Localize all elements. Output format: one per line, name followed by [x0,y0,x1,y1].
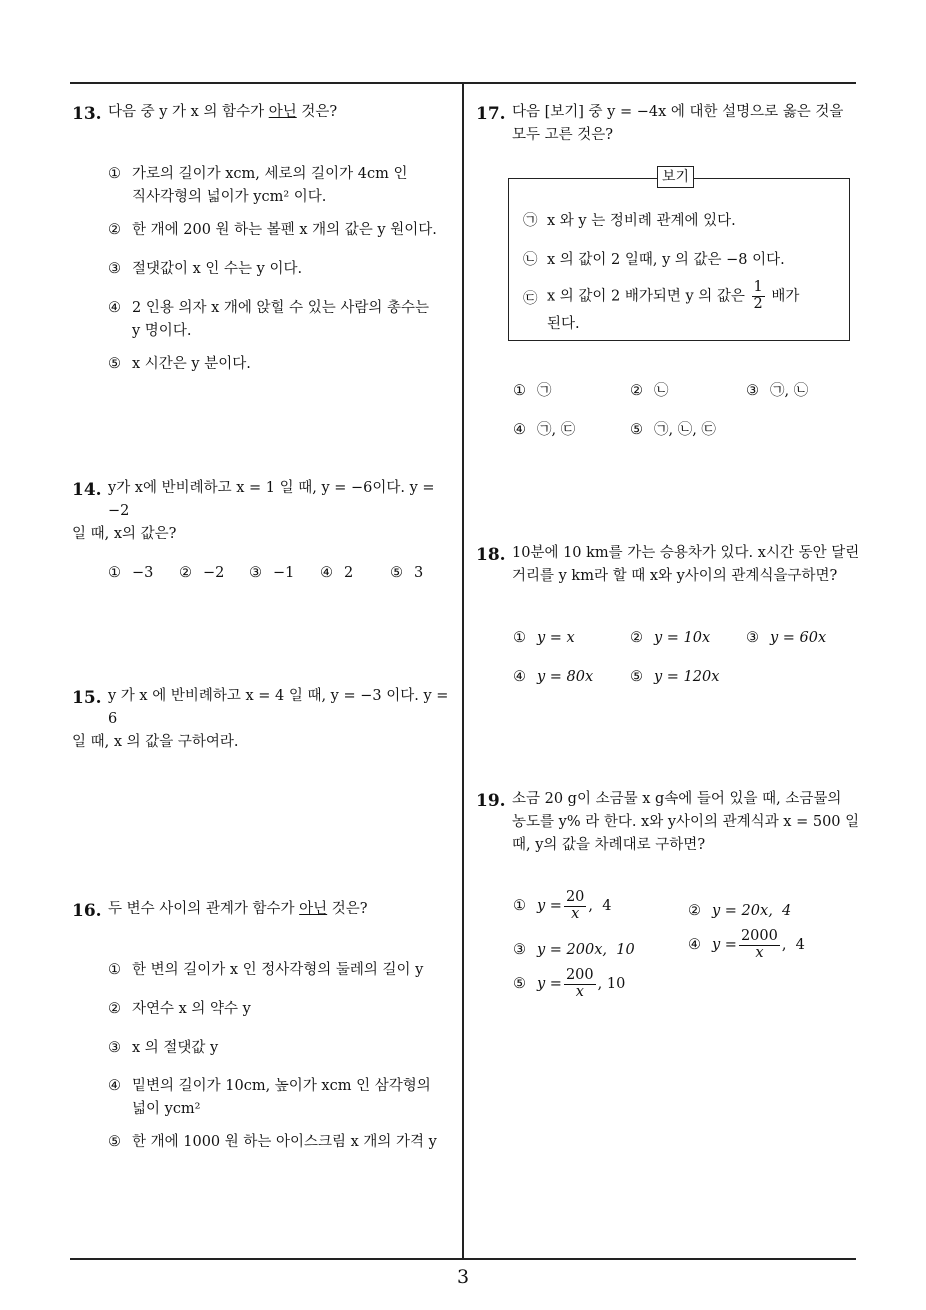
option-text: y = 20x, 4 [712,903,792,919]
fraction-numerator: 1 [753,279,763,295]
example-item-mark: ㉢ [523,291,538,307]
example-box-title: 보기 [657,166,694,188]
fraction-denominator: x [571,905,580,922]
q17-option-4[interactable] [513,419,575,442]
option-text: ㉠, ㉡, ㉢ [654,422,716,438]
fraction-numerator: 2000 [740,928,778,944]
option-text: ㉡ [654,383,669,399]
option-mark: ⑤ [630,422,643,438]
question-text-line2: 일 때, x 의 값을 구하여라. [72,734,239,751]
option-text-pre: y = [537,897,562,914]
question-text-line2: 모두 고른 것은? [512,127,614,144]
question-text: y가 x에 반비례하고 x = 1 일 때, y = −6이다. y = −2 [108,480,435,520]
option-mark: ③ [108,1040,121,1056]
example-item-text-line2: 된다. [547,315,580,332]
q18-option-4[interactable] [513,666,593,689]
option-mark: ⑤ [513,975,526,992]
option-mark: ④ [108,300,121,316]
question-17 [476,101,864,147]
question-text: 두 변수 사이의 관계가 함수가 아닌 것은? [108,901,368,917]
example-item-2 [523,249,785,272]
option-mark: ② [108,1001,121,1017]
option-text: y = 200x, 10 [537,942,635,958]
question-number: 13. [72,104,102,124]
option-text-post: , 4 [588,897,612,914]
option-mark: ⑤ [108,356,121,372]
q18-option-2[interactable] [630,627,710,650]
question-number: 17. [476,104,506,124]
question-number: 18. [476,545,506,565]
question-text: 소금 20 g이 소금물 x g속에 들어 있을 때, 소금물의 [512,791,842,807]
option-text: −3 [132,565,154,581]
question-text-line2: 농도를 y% 라 한다. x와 y사이의 관계식과 x = 500 일 [512,814,860,831]
option-mark: ⑤ [630,669,643,685]
option-mark: ⑤ [390,565,403,581]
example-item-mark: ㉡ [523,252,538,268]
option-text: 한 개에 200 원 하는 볼펜 x 개의 값은 y 원이다. [132,222,437,238]
option-mark: ③ [746,630,759,646]
example-item-text: x 와 y 는 정비례 관계에 있다. [547,213,736,229]
fraction-numerator: 20 [565,889,585,905]
option-text: 자연수 x 의 약수 y [132,1001,251,1017]
example-item-text: x 의 값이 2 일때, y 의 값은 −8 이다. [547,252,785,268]
example-item-text-after: 배가 [771,288,800,305]
question-text: 10분에 10 km를 가는 승용차가 있다. x시간 동안 달린 [512,545,860,561]
question-text: 다음 [보기] 중 y = −4x 에 대한 설명으로 옳은 것을 [512,104,844,120]
option-mark: ① [513,383,526,399]
question-text-line2: 거리를 y km라 할 때 x와 y사이의 관계식을구하면? [512,568,838,585]
option-mark: ① [108,565,121,581]
example-item-3 [523,280,799,336]
fraction [564,890,586,923]
option-text: 3 [414,565,424,581]
option-text-line2: 넓이 ycm² [132,1101,201,1118]
fraction-numerator: 200 [565,967,594,983]
fraction-denominator: x [755,944,764,961]
option-mark: ③ [746,383,759,399]
example-item-mark: ㉠ [523,213,538,229]
option-text: ㉠, ㉡ [770,383,809,399]
question-text: y 가 x 에 반비례하고 x = 4 일 때, y = −3 이다. y = 6 [108,688,449,728]
option-text-line2: 직사각형의 넓이가 ycm² 이다. [132,189,327,206]
q17-option-2[interactable] [630,380,669,403]
question-number: 16. [72,901,102,921]
option-text: ㉠, ㉢ [537,422,576,438]
page-number: 3 [456,1266,470,1288]
example-item-1 [523,210,736,233]
fraction [752,280,765,313]
option-text: x 의 절댓값 y [132,1040,219,1056]
option-mark: ② [108,222,121,238]
question-number: 19. [476,791,506,811]
option-mark: ④ [513,422,526,438]
fraction-denominator: x [575,983,584,1000]
q17-option-3[interactable] [746,380,808,403]
q18-option-5[interactable] [630,666,719,689]
option-text-pre: y = [537,975,562,992]
fraction-denominator: 2 [753,295,763,312]
option-text: y = x [537,630,575,646]
option-mark: ④ [513,669,526,685]
option-text: 2 인용 의자 x 개에 앉힐 수 있는 사람의 총수는 [132,300,430,316]
option-text: −1 [273,565,295,581]
q18-option-3[interactable] [746,627,826,650]
q18-option-1[interactable] [513,627,575,650]
option-text-line2: y 명이다. [132,323,192,340]
option-text: 가로의 길이가 xcm, 세로의 길이가 4cm 인 [132,166,408,182]
option-text: 2 [344,565,354,581]
option-mark: ② [630,383,643,399]
example-item-text: x 의 값이 2 배가되면 y 의 값은 [547,288,745,305]
option-mark: ① [513,630,526,646]
option-mark: ① [108,962,121,978]
fraction [564,968,596,1001]
option-text: y = 80x [537,669,594,685]
question-text-line2: 일 때, x의 값은? [72,526,177,543]
option-text-pre: y = [712,936,737,953]
question-text-line3: 때, y의 값을 차례대로 구하면? [512,837,706,854]
question-18 [476,542,866,588]
option-text: y = 60x [770,630,827,646]
option-text-post: , 10 [597,975,626,992]
q19-option-4[interactable] [688,929,805,962]
q19-option-3[interactable] [513,939,635,962]
question-number: 15. [72,688,102,708]
option-text: 한 변의 길이가 x 인 정사각형의 둘레의 길이 y [132,962,424,978]
option-text: 한 개에 1000 원 하는 아이스크림 x 개의 가격 y [132,1134,437,1150]
option-mark: ⑤ [108,1134,121,1150]
q19-option-1[interactable] [513,890,611,923]
option-mark: ① [513,897,526,914]
option-mark: ① [108,166,121,182]
option-mark: ③ [513,942,526,958]
option-text: 밑변의 길이가 10cm, 높이가 xcm 인 삼각형의 [132,1078,431,1094]
q19-option-2[interactable] [688,900,791,923]
question-text: 다음 중 y 가 x 의 함수가 아닌 것은? [108,104,338,120]
question-19 [476,788,866,858]
option-mark: ② [630,630,643,646]
option-mark: ② [688,903,701,919]
option-text: −2 [203,565,225,581]
option-mark: ③ [108,261,121,277]
option-text: y = 120x [654,669,720,685]
q17-option-5[interactable] [630,419,716,442]
option-text: y = 10x [654,630,711,646]
option-mark: ② [179,565,192,581]
option-mark: ④ [320,565,333,581]
option-text-post: , 4 [781,936,805,953]
option-text: 절댓값이 x 인 수는 y 이다. [132,261,303,277]
fraction [739,929,780,962]
question-number: 14. [72,480,102,500]
q19-option-5[interactable] [513,968,625,1001]
option-mark: ④ [108,1078,121,1094]
option-mark: ④ [688,936,701,953]
option-text: x 시간은 y 분이다. [132,356,251,372]
option-mark: ③ [249,565,262,581]
q17-option-1[interactable] [513,380,552,403]
option-text: ㉠ [537,383,552,399]
